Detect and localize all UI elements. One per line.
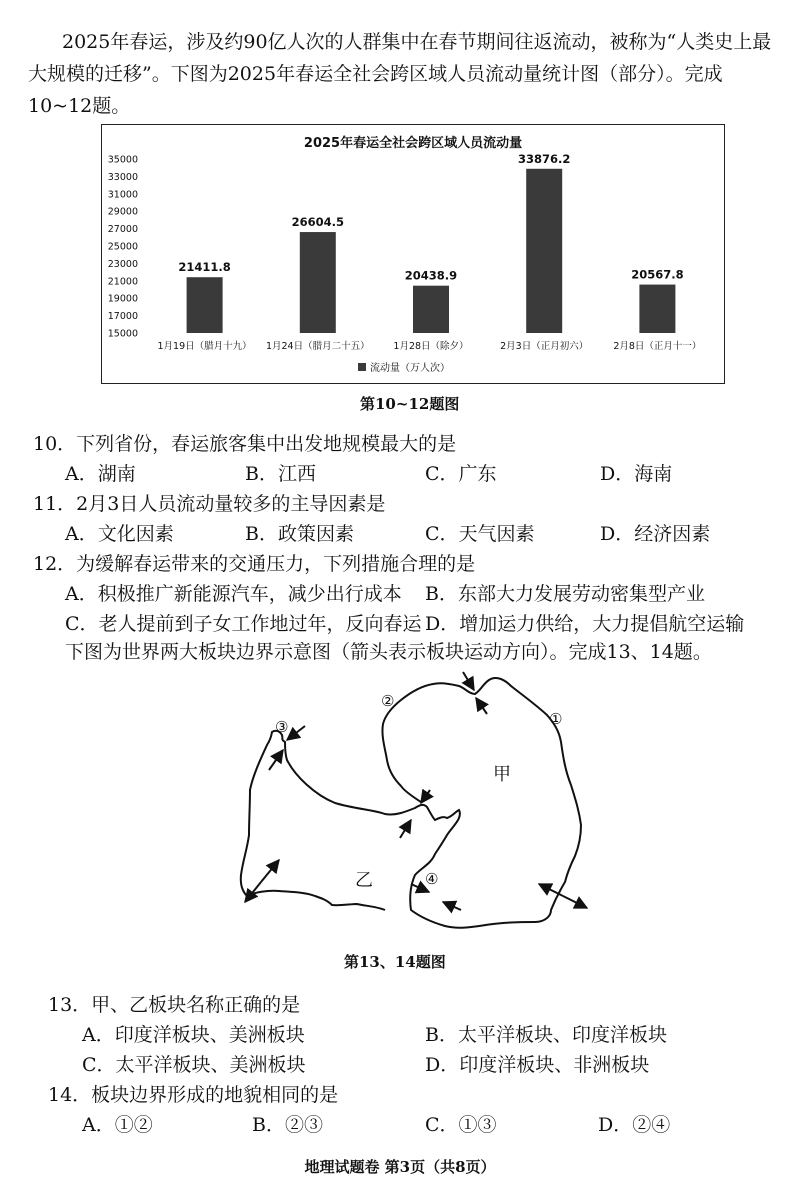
- y-tick-label: 17000: [107, 311, 138, 323]
- legend-swatch: [358, 363, 366, 371]
- q10-option-c[interactable]: C．广东: [425, 463, 497, 485]
- q14-option-b[interactable]: B．②③: [252, 1114, 323, 1136]
- q10-option-d[interactable]: D．海南: [600, 463, 673, 485]
- map-intro: 下图为世界两大板块边界示意图（箭头表示板块运动方向）。完成13、14题。: [65, 641, 712, 663]
- q13-option-a[interactable]: A．印度洋板块、美洲板块: [82, 1024, 305, 1046]
- q13-option-b[interactable]: B．太平洋板块、印度洋板块: [425, 1024, 667, 1046]
- q14-stem: 14．板块边界形成的地貌相同的是: [48, 1084, 339, 1106]
- y-tick-label: 33000: [107, 171, 138, 183]
- x-category-label: 2月8日（正月十一）: [613, 341, 702, 352]
- plate-label-yi: 乙: [355, 870, 373, 891]
- y-tick-label: 29000: [107, 206, 138, 218]
- y-tick-label: 19000: [107, 293, 138, 305]
- y-tick-label: 15000: [107, 328, 138, 340]
- q11-option-a[interactable]: A．文化因素: [65, 523, 174, 545]
- boundary-mark-1: ①: [549, 710, 563, 728]
- q14-option-d[interactable]: D．②④: [598, 1114, 671, 1136]
- legend-label: 流动量（万人次）: [370, 363, 450, 374]
- y-tick-label: 23000: [107, 258, 138, 270]
- q12-option-a[interactable]: A．积极推广新能源汽车，减少出行成本: [65, 583, 402, 605]
- bar-value-label: 20438.9: [404, 268, 458, 283]
- q10-option-b[interactable]: B．江西: [245, 463, 316, 485]
- q13-option-d[interactable]: D．印度洋板块、非洲板块: [425, 1054, 650, 1076]
- chart-legend: [358, 361, 450, 374]
- plate-boundary-outline: [241, 678, 581, 928]
- chart-caption: 第10~12题图: [360, 395, 460, 413]
- bar-value-label: 26604.5: [291, 215, 344, 230]
- plate-label-jia: 甲: [493, 764, 511, 785]
- bar: [300, 232, 336, 333]
- q14-option-a[interactable]: A．①②: [82, 1114, 153, 1136]
- q11-stem: 11．2月3日人员流动量较多的主导因素是: [33, 493, 386, 515]
- flow-bar-chart: [101, 124, 725, 384]
- page-footer: 地理试题卷 第3页（共8页）: [304, 1158, 496, 1176]
- boundary-mark-2: ②: [381, 692, 395, 710]
- y-tick-label: 35000: [107, 154, 138, 166]
- map-caption: 第13、14题图: [344, 953, 446, 971]
- x-category-label: 1月24日（腊月二十五）: [265, 341, 370, 352]
- intro-line-3: 10~12题。: [28, 95, 131, 117]
- q12-option-b[interactable]: B．东部大力发展劳动密集型产业: [425, 583, 705, 605]
- bar: [526, 169, 562, 333]
- boundary-mark-4: ④: [425, 870, 439, 888]
- bar-value-label: 20567.8: [631, 267, 684, 282]
- y-tick-label: 21000: [107, 276, 138, 288]
- arrow-spreading-right: [539, 884, 587, 908]
- bar-value-label: 21411.8: [178, 260, 231, 275]
- q12-option-d[interactable]: D．增加运力供给，大力提倡航空运输: [425, 613, 745, 635]
- x-category-label: 1月28日（除夕）: [393, 341, 469, 352]
- intro-line-2: 大规模的迁移”。下图为2025年春运全社会跨区域人员流动量统计图（部分）。完成: [28, 63, 723, 85]
- arrow-spreading-left: [245, 860, 279, 902]
- q11-option-d[interactable]: D．经济因素: [600, 523, 711, 545]
- boundary-mark-3: ③: [275, 718, 289, 736]
- q12-stem: 12．为缓解春运带来的交通压力，下列措施合理的是: [33, 553, 476, 575]
- q11-option-b[interactable]: B．政策因素: [245, 523, 354, 545]
- q13-option-c[interactable]: C．太平洋板块、美洲板块: [82, 1054, 306, 1076]
- x-category-label: 1月19日（腊月十九）: [157, 341, 252, 352]
- chart-title: 2025年春运全社会跨区域人员流动量: [303, 136, 523, 151]
- q13-stem: 13．甲、乙板块名称正确的是: [48, 994, 301, 1016]
- y-tick-label: 31000: [107, 189, 138, 201]
- plate-boundary-map: [225, 660, 595, 950]
- q14-option-c[interactable]: C．①③: [425, 1114, 497, 1136]
- x-category-label: 2月3日（正月初六）: [500, 341, 589, 352]
- q12-option-c[interactable]: C．老人提前到子女工作地过年，反向春运: [65, 613, 422, 635]
- q11-option-c[interactable]: C．天气因素: [425, 523, 535, 545]
- q10-stem: 10．下列省份，春运旅客集中出发地规模最大的是: [33, 433, 457, 455]
- plate-inner-boundary: [285, 742, 385, 810]
- bar: [187, 277, 223, 333]
- bar: [413, 286, 449, 333]
- intro-line-1: 2025年春运，涉及约90亿人次的人群集中在春节期间往返流动，被称为“人类史上最: [62, 31, 772, 53]
- y-tick-label: 27000: [107, 224, 138, 236]
- bar-value-label: 33876.2: [518, 151, 571, 166]
- y-tick-label: 25000: [107, 241, 138, 253]
- q10-option-a[interactable]: A．湖南: [65, 463, 136, 485]
- chart-canvas: [102, 125, 724, 383]
- bar: [639, 285, 675, 333]
